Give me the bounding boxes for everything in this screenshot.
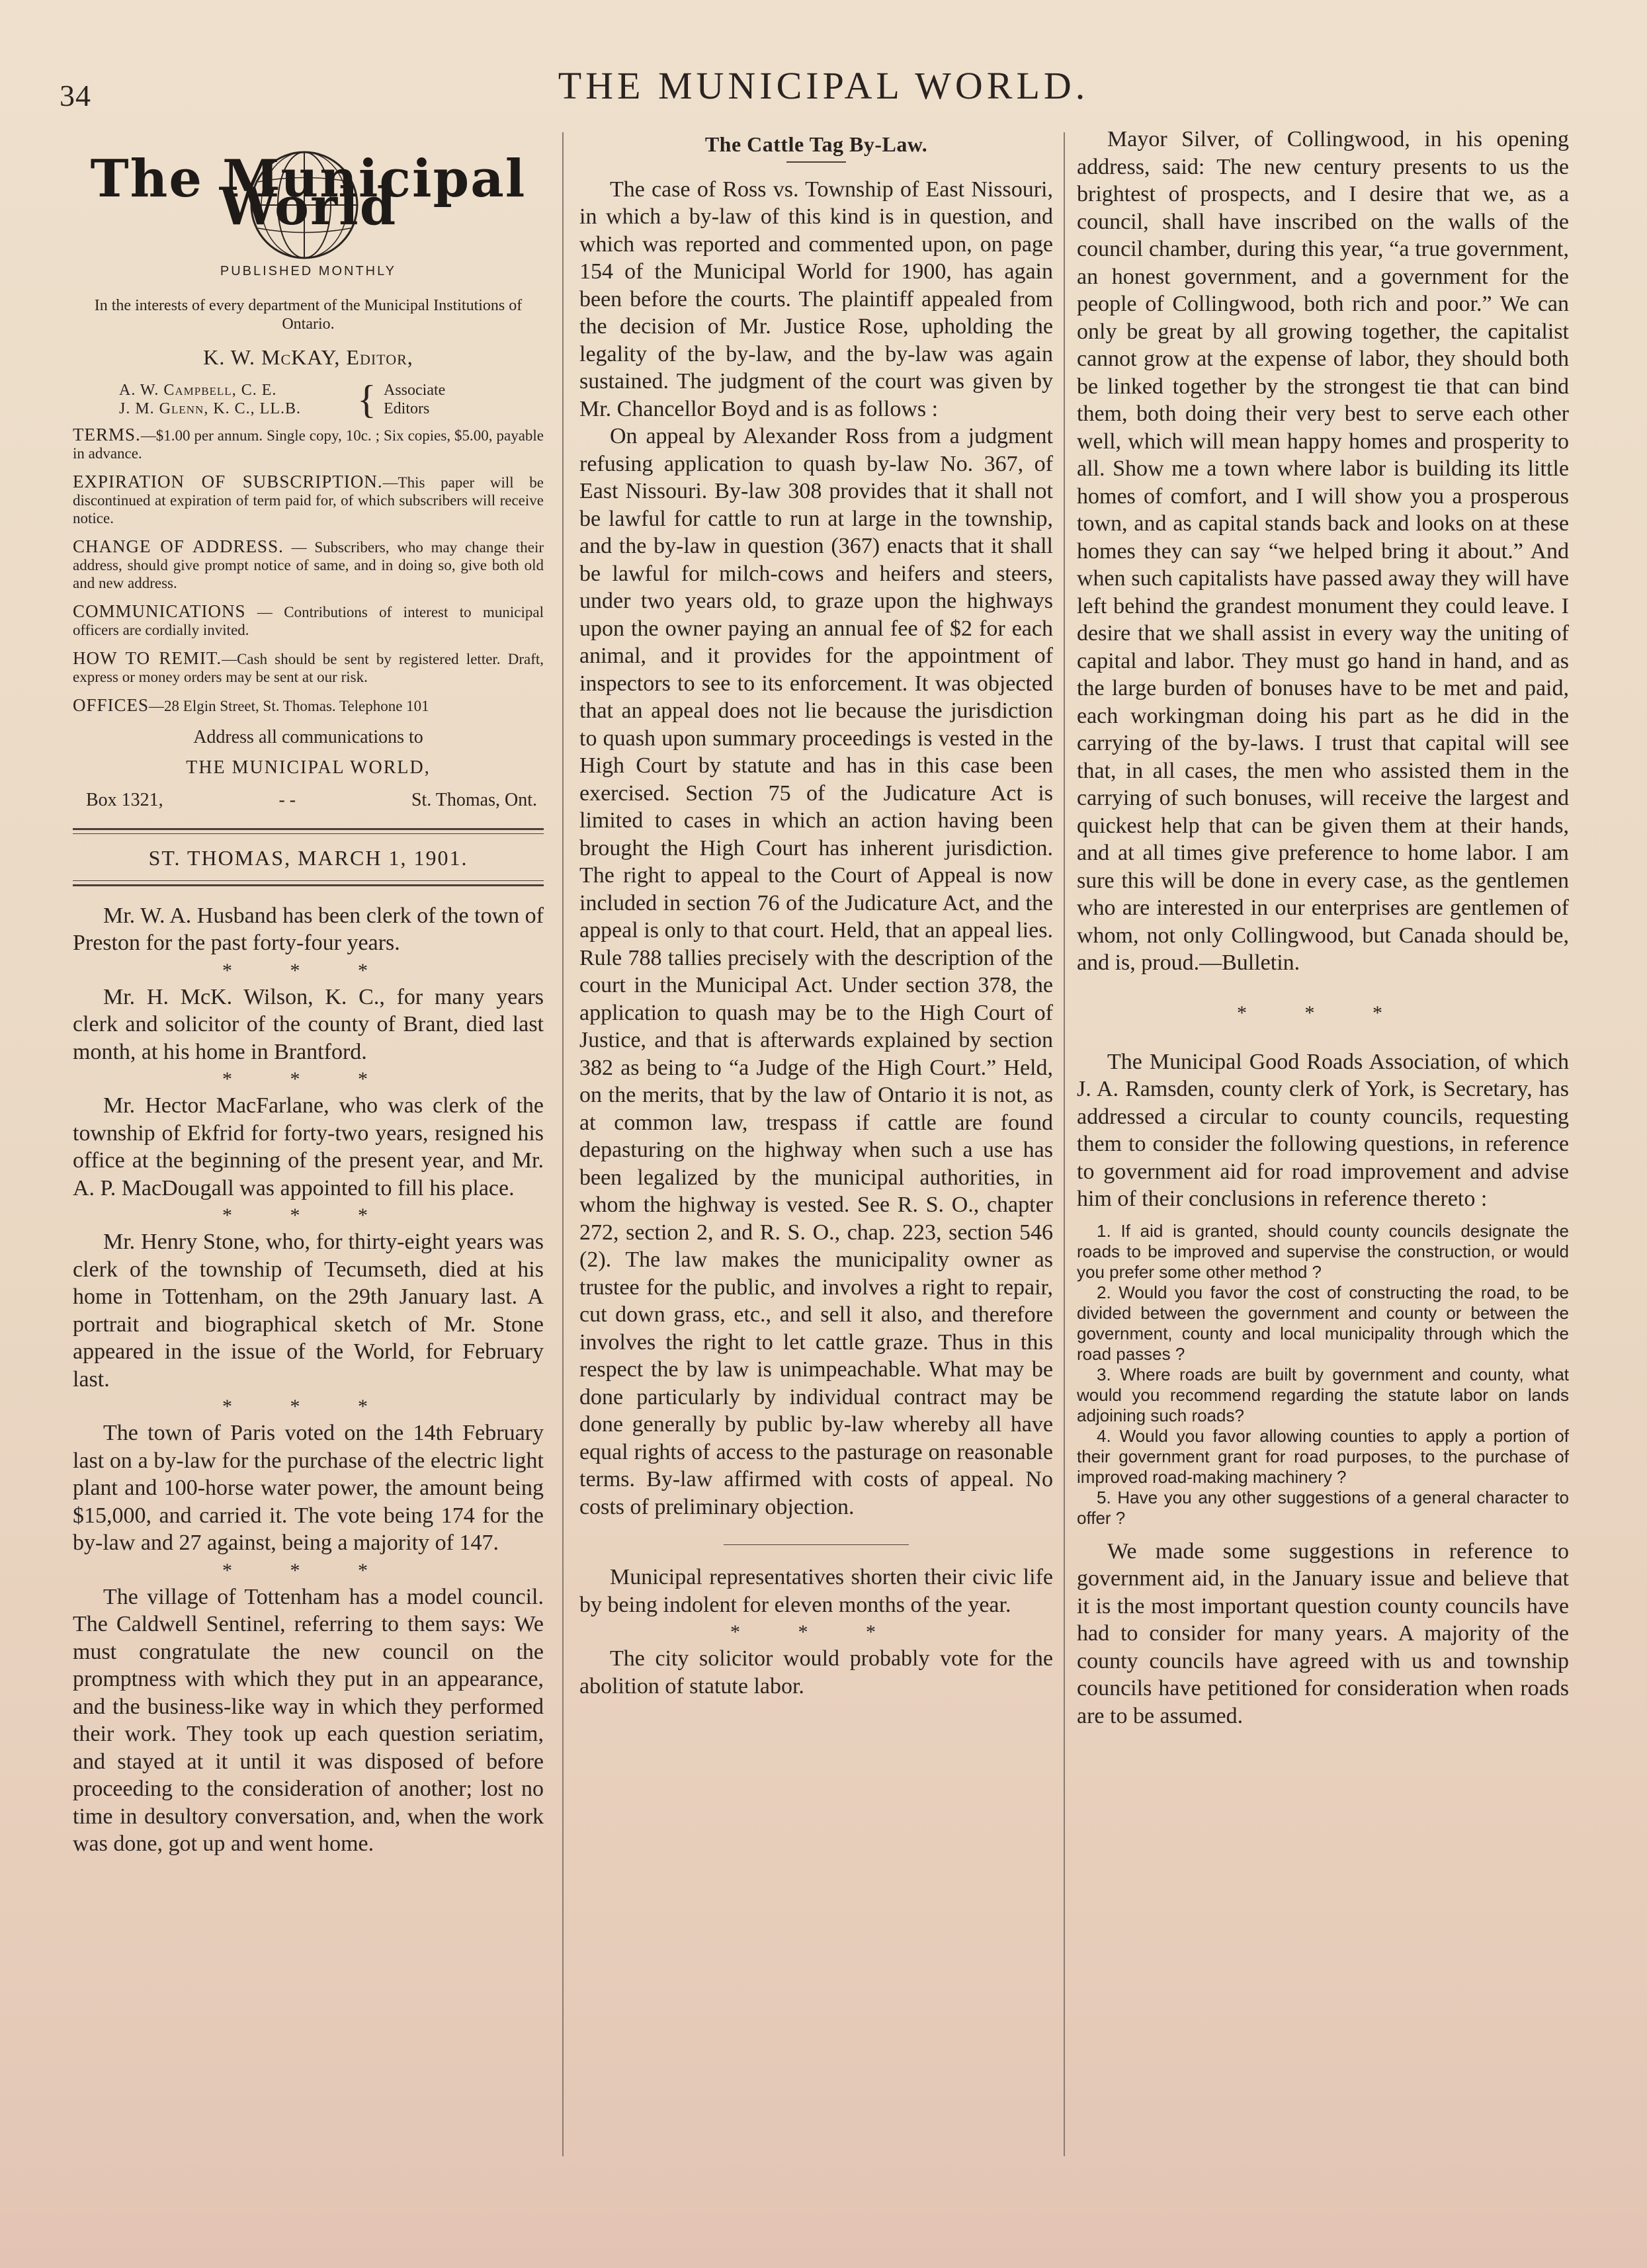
paragraph: We made some suggestions in reference to government aid, in the January issue and believe that it is the most important question county councils have had to consider for many years. A majority of the county councils have agreed with us and township councils have petitioned for consideration when roads are to be assumed.: [1077, 1538, 1569, 1728]
associate-role: Associate: [384, 381, 446, 399]
article-heading: The Cattle Tag By-Law.: [704, 132, 928, 156]
address-name: THE MUNICIPAL WORLD,: [186, 757, 431, 778]
brace-glyph: {: [357, 377, 376, 421]
notice-change-address: CHANGE OF ADDRESS. — Subscribers, who may change their address, should give prompt notice of same, and in doing so, give both old and new address.: [73, 536, 544, 591]
separator-stars: * * *: [222, 1559, 394, 1581]
column-rule: [1064, 132, 1065, 2156]
question-item: 2. Would you favor the cost of constructing the road, to be divided between the government and county or between the government, county and local municipality through which the road passes ?: [1077, 1282, 1569, 1364]
notice-communications: COMMUNICATIONS — Contributions of interest to municipal officers are cordially invited.: [73, 601, 544, 638]
notice-offices: OFFICES—28 Elgin Street, St. Thomas. Telephone 101: [73, 694, 429, 715]
associate-editors: [119, 377, 544, 421]
column-3: [1077, 126, 1569, 1730]
notice-remit: HOW TO REMIT.—Cash should be sent by registered letter. Draft, express or money orders may be sent at our risk.: [73, 648, 544, 685]
notice-terms: TERMS.—$1.00 per annum. Single copy, 10c. ; Six copies, $5.00, payable in advance.: [73, 424, 544, 462]
address-city: St. Thomas, Ont.: [411, 789, 537, 810]
column-rule: [562, 132, 564, 2156]
question-item: 5. Have you any other suggestions of a general character to offer ?: [1077, 1487, 1569, 1528]
column-2: [579, 126, 1053, 1700]
paragraph: On appeal by Alexander Ross from a judgment refusing application to quash by-law No. 367, of East Nissouri. By-law 308 provides that it shall not be lawful for cattle to run at large in the township, and the by-law in question (367) enacts that it shall be lawful for milch-cows and heifers and steers, under two years old, to graze upon the highways upon the owner paying an annual fee of $2 for each animal, and it provides for the appointment of inspectors to see to its enforcement. It was objected that an appeal does not lie because the jurisdiction to quash upon summary proceedings is vested in the High Court by statute and has in this case been exercised. Section 75 of the Judicature Act is limited to cases in which an action having been brought the High Court has inherent jurisdiction. The right to appeal to the Court of Appeal is now included in section 76 of the Judicature Act, and the appeal is only to that court. Held, that an appeal lies. Rule 788 tallies precisely with the description of the court in the Municipal Act. Under section 378, the application to quash may be to the High Court of Justice, and that is afterwards explained by section 382 as being to “a Judge of the High Court.” Held, on the merits, that by the law of Ontario it is not, as at common law, trespass if cattle are found depasturing on the highway when such a use has been legalized by the municipal authorities, in whom the highway is vested. See R. S. O., chapter 272, section 2, and R. S. O., chap. 223, section 546 (2). The law makes the municipality owner as trustee for the public, and involves a right to repair, cut down grass, etc., and sell it also, and therefore involves the right to let cattle graze. Thus in this respect the by law is unimpeachable. What may be done particularly by individual contract may be done generally by public by-law whereby all have equal rights of access to the pasturage on reasonable terms. By-law affirmed with costs of appeal. No costs of preliminary objection.: [579, 424, 1053, 1519]
separator-stars: * * *: [1237, 1001, 1409, 1024]
associate-editor-name: A. W. Campbell, C. E.: [119, 381, 277, 399]
paragraph: Mr. H. McK. Wilson, K. C., for many years clerk and solicitor of the county of Brant, died last month, at his home in Brantford.: [73, 984, 544, 1064]
paragraph: Mr. Henry Stone, who, for thirty-eight years was clerk of the township of Tecumseth, died at his home in Tottenham, on the 29th January last. A portrait and biographical sketch of Mr. Stone appeared in the issue of the World, for February last.: [73, 1230, 544, 1392]
paragraph: The village of Tottenham has a model council. The Caldwell Sentinel, referring to them says: We must congratulate the new council on the promptness with which they put in an appearance, and the business-like way in which they performed their work. They took up each question seriatim, and stayed at it until it was disposed of before proceeding to the consideration of another; lost no time in desultory conversation, and, when the work was done, got up and went home.: [73, 1584, 544, 1856]
address-box: Box 1321,: [86, 789, 163, 810]
question-item: 3. Where roads are built by government and county, what would you recommend regarding the statute labor on lands adjoining such roads?: [1077, 1364, 1569, 1425]
paragraph: Municipal representatives shorten their civic life by being indolent for eleven months of the year.: [579, 1565, 1053, 1617]
paragraph: The city solicitor would probably vote for the abolition of statute labor.: [579, 1646, 1053, 1699]
separator-stars: * * *: [222, 1068, 394, 1090]
paragraph: The town of Paris voted on the 14th February last on a by-law for the purchase of the electric light plant and 100-horse water power, the amount being $15,000, and carried it. The vote being 174 for the by-law and 27 against, being a majority of 147.: [73, 1421, 544, 1555]
address-intro: Address all communications to: [193, 726, 423, 747]
masthead-editor: K. W. McKAY, Editor,: [203, 345, 413, 369]
dateline: ST. THOMAS, MARCH 1, 1901.: [148, 846, 468, 870]
paragraph: Mr. W. A. Husband has been clerk of the town of Preston for the past forty-four years.: [73, 903, 544, 955]
paragraph: Mr. Hector MacFarlane, who was clerk of the township of Ekfrid for forty-two years, resigned his office at the beginning of the present year, and Mr. A. P. MacDougall was appointed to fill his place.: [73, 1093, 544, 1200]
question-item: 1. If aid is granted, should county councils designate the roads to be improved and supervise the construction, or would you prefer some other method ?: [1077, 1220, 1569, 1282]
address-dash: - -: [278, 789, 296, 810]
separator-stars: * * *: [222, 1396, 394, 1417]
column-1: [73, 126, 544, 1858]
paragraph: Mayor Silver, of Collingwood, in his opening address, said: The new century presents to us the brightest of prospects, and I desire that we, as a council, shall have inscribed on the walls of the council chamber, during this year, “a true government, an honest government, and a government for the people of Collingwood, both rich and poor.” We can only be great by all growing together, the capitalist cannot grow at the expense of labor, they should both be linked together by the strongest tie that can bind them, both doing their very best to serve each other well, which will mean happy homes and prosperity to all. Show me a town where labor is building its little homes of comfort, and I will show you a prosperous town, and as capital stands back and looks on at these homes they can say “we helped bring it about.” And when such capitalists have passed away they will have left behind the grandest monument they could leave. I desire that we shall assist in every way the uniting of capital and labor. They must go hand in hand, and as the large burden of bonuses have to be met and paid, each workingman doing his part as he did in the carrying of the by-laws. I trust that capital will see that, in all cases, the men who assisted them in the carrying of such bonuses, will receive the largest and quickest help that can be given them at their hands, and at all times give preference to home labor. I am sure this will be done in every case, as the gentlemen who are interested in our enterprises are gentlemen of whom, not only Collingwood, but Canada should be, and is, proud.—Bulletin.: [1077, 127, 1569, 975]
masthead-interests: In the interests of every department of the Municipal Institutions of Ontario.: [94, 297, 523, 333]
separator-stars: * * *: [730, 1621, 902, 1643]
associate-editor-name: J. M. Glenn, K. C., LL.B.: [119, 399, 302, 417]
page-number: 34: [60, 79, 91, 112]
notice-expiration: EXPIRATION OF SUBSCRIPTION.—This paper will be discontinued at expiration of term paid for, of which subscribers will receive notice.: [73, 471, 544, 526]
masthead: [73, 126, 544, 291]
published-monthly: PUBLISHED MONTHLY: [220, 264, 397, 278]
address-row: [86, 786, 537, 814]
running-head: THE MUNICIPAL WORLD.: [558, 64, 1089, 107]
separator-stars: * * *: [222, 1204, 394, 1226]
separator-stars: * * *: [222, 959, 394, 982]
paragraph: The case of Ross vs. Township of East Nissouri, in which a by-law of this kind is in question, and which was reported and commented upon, on page 154 of the Municipal World for 1900, has again been before the courts. The plaintiff appealed from the decision of Mr. Justice Rose, upholding the legality of the by-law, and the by-law was again sustained. The judgment of the court was given by Mr. Chancellor Boyd and is as follows :: [579, 177, 1053, 421]
question-item: 4. Would you favor allowing counties to apply a portion of their government grant for road purposes, to the purchase of improved road-making machinery ?: [1077, 1425, 1569, 1487]
question-list: [1077, 1221, 1569, 1529]
masthead-logo: The Municipal World: [90, 149, 527, 237]
associate-role: Editors: [384, 399, 430, 417]
paragraph: The Municipal Good Roads Association, of which J. A. Ramsden, county clerk of York, is Secretary, has addressed a circular to county councils, requesting them to consider the following questions, in reference to government aid for road improvement and advise him of their conclusions in reference thereto :: [1077, 1049, 1569, 1211]
